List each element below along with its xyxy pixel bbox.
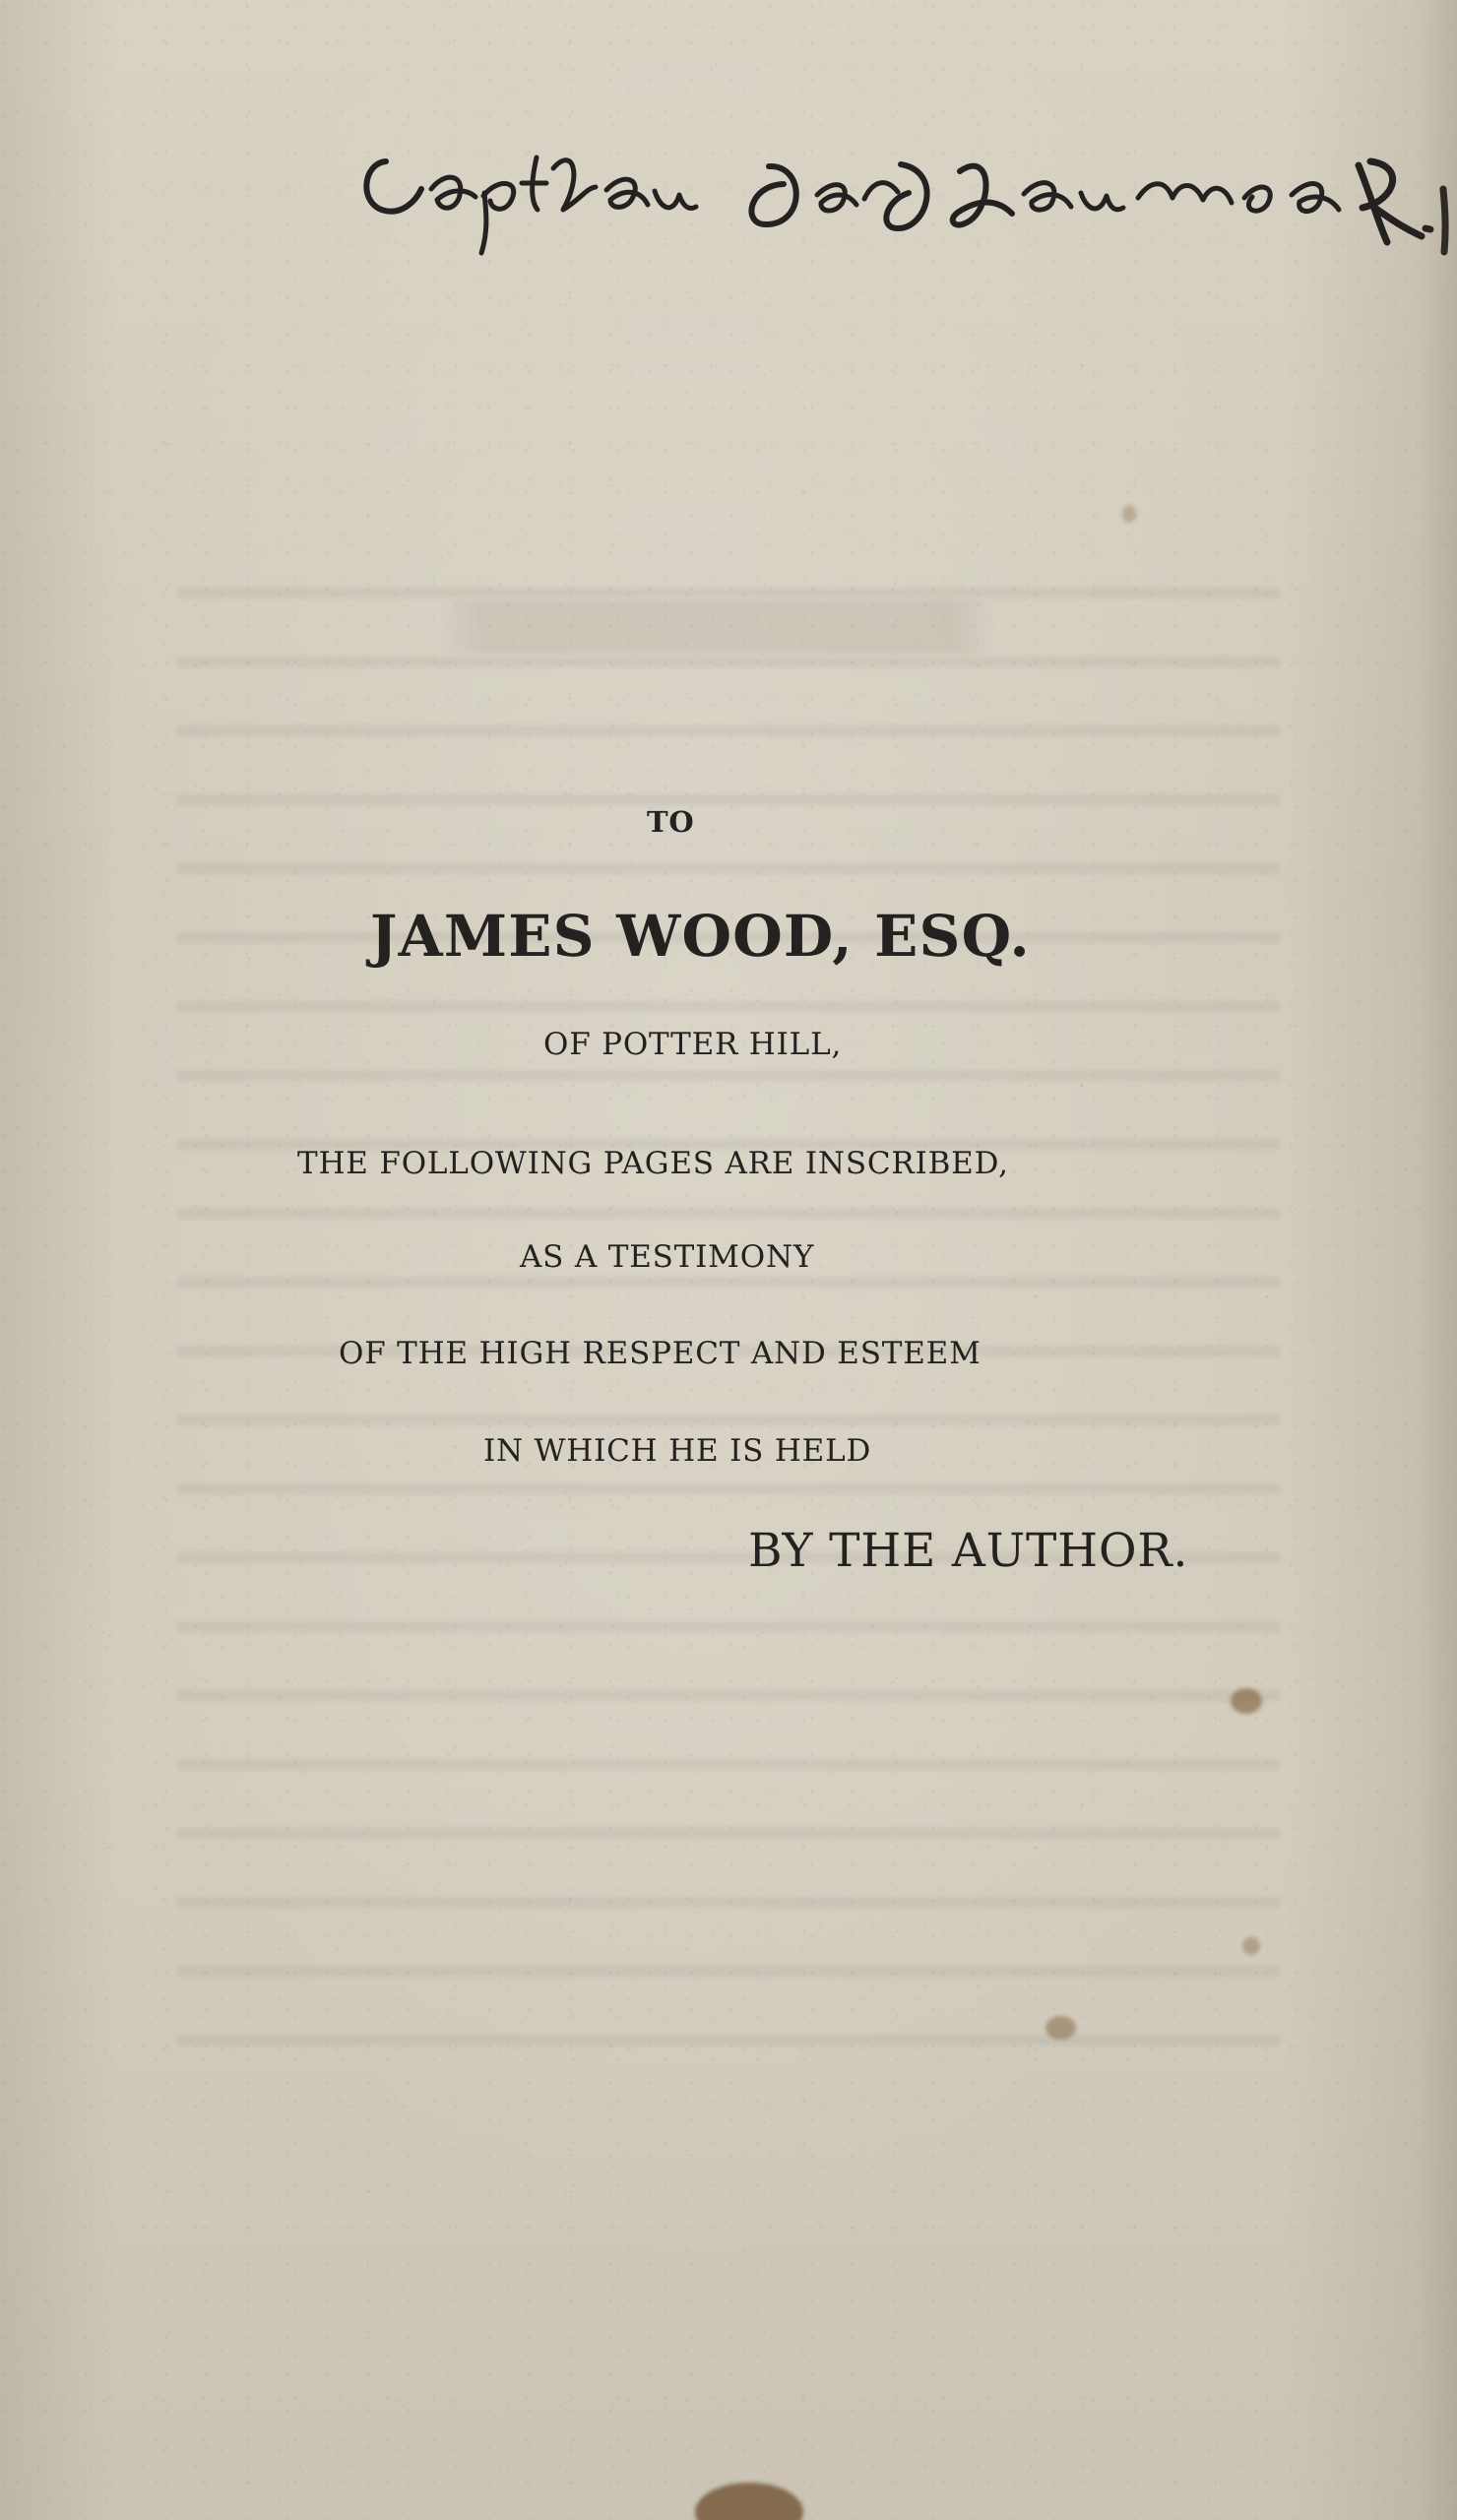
dedicatee-place: OF POTTER HILL,: [543, 1027, 843, 1062]
foxing-stain: [1231, 1688, 1262, 1714]
foxing-stain: [1122, 505, 1136, 523]
foxing-stain: [1045, 2016, 1076, 2040]
dedication-testimony-line: AS A TESTIMONY: [520, 1239, 815, 1275]
dedication-author-line: BY THE AUTHOR.: [748, 1524, 1189, 1578]
dedicatee-name: JAMES WOOD, ESQ.: [370, 903, 1031, 970]
dedication-pages-line: THE FOLLOWING PAGES ARE INSCRIBED,: [297, 1146, 1009, 1181]
dedication-respect-line: OF THE HIGH RESPECT AND ESTEEM: [339, 1336, 982, 1371]
foxing-stain: [1242, 1937, 1260, 1955]
dedication-to: TO: [647, 805, 695, 839]
dedication-held-line: IN WHICH HE IS HELD: [483, 1433, 872, 1469]
right-edge-shadow: [1418, 0, 1457, 2520]
